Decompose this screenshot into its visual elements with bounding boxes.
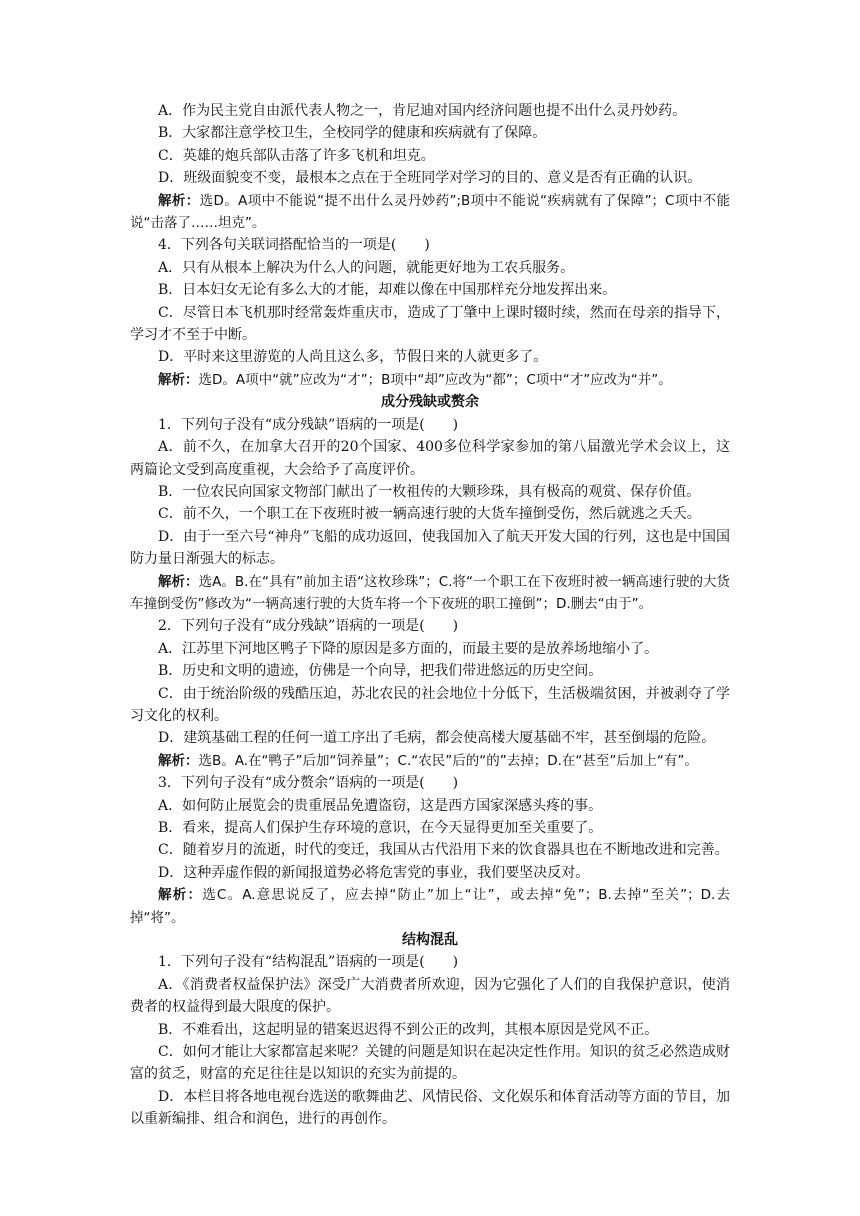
option-d: D．建筑基础工程的任何一道工序出了毛病，都会使高楼大厦基础不牢，甚至倒塌的危险。 bbox=[158, 730, 716, 747]
option-d: D．由于一至六号“神舟”飞船的成功返回，使我国加入了航天开发大国的行列，这也是中国国防力量日渐强大的标志。 bbox=[130, 528, 730, 568]
option-b: B．一位农民向国家文物部门献出了一枚祖传的大颗珍珠，具有极高的观赏、保存价值。 bbox=[158, 483, 701, 500]
option-a: A．《消费者权益保护法》深受广大消费者所欢迎，因为它强化了人们的自我保护意识，使消费者的权益得到最大限度的保护。 bbox=[130, 976, 730, 1016]
question-3: 3．下列句子没有“成分赘余”语病的一项是( ) bbox=[158, 775, 459, 792]
option-d: D．这种弄虚作假的新闻报道势必将危害党的事业，我们要坚决反对。 bbox=[158, 864, 590, 881]
analysis-label: 解析： bbox=[158, 887, 203, 904]
analysis bbox=[130, 750, 730, 772]
analysis bbox=[130, 369, 730, 391]
analysis-text: 选D。A项中不能说“提不出什么灵丹妙药”;B项中不能说“疾病就有了保障”；C项中不能说“击落了……坦克”。 bbox=[130, 192, 731, 232]
analysis bbox=[130, 571, 730, 616]
option-a: A．只有从根本上解决为什么人的问题，就能更好地为工农兵服务。 bbox=[158, 259, 575, 276]
question-2: 2．下列句子没有“成分残缺”语病的一项是( ) bbox=[158, 618, 459, 635]
option-d: D．本栏目将各地电视台选送的歌舞曲艺、风情民俗、文化娱乐和体育活动等方面的节目，加以重新编排、组合和润色，进行的再创作。 bbox=[130, 1088, 730, 1128]
option-c: C．前不久，一个职工在下夜班时被一辆高速行驶的大货车撞倒受伤，然后就逃之夭夭。 bbox=[158, 506, 701, 523]
option-c: C．尽管日本飞机那时经常轰炸重庆市，造成了丁肇中上课时辍时续，然而在母亲的指导下，学习才不至于中断。 bbox=[130, 304, 730, 344]
option-c: C．英雄的炮兵部队击落了许多飞机和坦克。 bbox=[158, 147, 435, 164]
option-b: B．历史和文明的遗迹，仿佛是一个向导，把我们带进悠远的历史空间。 bbox=[158, 663, 603, 680]
question-4: 4．下列各句关联词搭配恰当的一项是( ) bbox=[158, 237, 430, 254]
section-title: 成分残缺或赘余 bbox=[381, 394, 479, 411]
option-c: C．由于统治阶级的残酷压迫，苏北农民的社会地位十分低下，生活极端贫困，并被剥夺了学习文化的权利。 bbox=[130, 685, 730, 724]
option-a: A．作为民主党自由派代表人物之一，肯尼迪对国内经济问题也提不出什么灵丹妙药。 bbox=[158, 103, 687, 119]
option-a: A．江苏里下河地区鸭子下降的原因是多方面的，而最主要的是放养场地缩小了。 bbox=[158, 640, 659, 657]
option-b: B．日本妇女无论有多么大的才能，却难以像在中国那样充分地发挥出来。 bbox=[158, 282, 617, 299]
analysis-text: 选B。A.在“鸭子”后加“饲养量”；C.“农民”后的“的”去掉；D.在“甚至”后加上“有”。 bbox=[198, 752, 698, 769]
option-c: C．随着岁月的流逝，时代的变迁，我国从古代沿用下来的饮食器具也在不断地改进和完善。 bbox=[158, 842, 729, 859]
question-1: 1．下列句子没有“结构混乱”语病的一项是( ) bbox=[158, 954, 459, 971]
analysis-label: 解析： bbox=[158, 192, 200, 209]
option-d: D．班级面貌变不变，最根本之点在于全班同学对学习的目的、意义是否有正确的认识。 bbox=[158, 170, 702, 187]
analysis-text: 选A。B.在“具有”前加主语“这枚珍珠”；C.将“一个职工在下夜班时被一辆高速行驶的大货车撞倒受伤”修改为“一辆高速行驶的大货车将一个下夜班的职工撞倒”；D.删去“由于”。 bbox=[130, 573, 730, 612]
option-c: C．如何才能让大家都富起来呢？关键的问题是知识在起决定性作用。知识的贫乏必然造成财富的贫乏，财富的充足往往是以知识的充实为前提的。 bbox=[130, 1044, 730, 1083]
option-b: B．不难看出，这起明显的错案迟迟得不到公正的改判，其根本原因是党风不正。 bbox=[158, 1021, 659, 1038]
option-b: B．看来，提高人们保护生存环境的意识，在今天显得更加至关重要了。 bbox=[158, 820, 603, 836]
section-title: 结构混乱 bbox=[402, 932, 458, 949]
option-d: D．平时来这里游览的人尚且这么多，节假日来的人就更多了。 bbox=[158, 349, 548, 366]
analysis bbox=[130, 190, 730, 235]
option-a: A．前不久，在加拿大召开的20个国家、400多位科学家参加的第八届激光学术会议上，这两篇论文受到高度重视，大会给予了高度评价。 bbox=[130, 439, 730, 478]
analysis bbox=[130, 884, 730, 929]
analysis-text: 选C。A.意思说反了，应去掉“防止”加上“让”，或去掉“免”；B.去掉“至关”；D.去掉“将”。 bbox=[130, 887, 731, 926]
option-a: A．如何防止展览会的贵重展品免遭盗窃，这是西方国家深感头疼的事。 bbox=[158, 797, 603, 814]
question-1: 1．下列句子没有“成分残缺”语病的一项是( ) bbox=[158, 416, 459, 433]
analysis-text: 选D。A项中“就”应改为“才”；B项中“却”应改为“都”；C项中“才”应改为“并”。 bbox=[198, 371, 672, 388]
analysis-label: 解析： bbox=[158, 371, 199, 388]
option-b: B．大家都注意学校卫生，全校同学的健康和疾病就有了保障。 bbox=[158, 125, 547, 142]
document-page bbox=[130, 100, 730, 1131]
analysis-label: 解析： bbox=[158, 752, 199, 769]
analysis-label: 解析： bbox=[158, 573, 199, 590]
